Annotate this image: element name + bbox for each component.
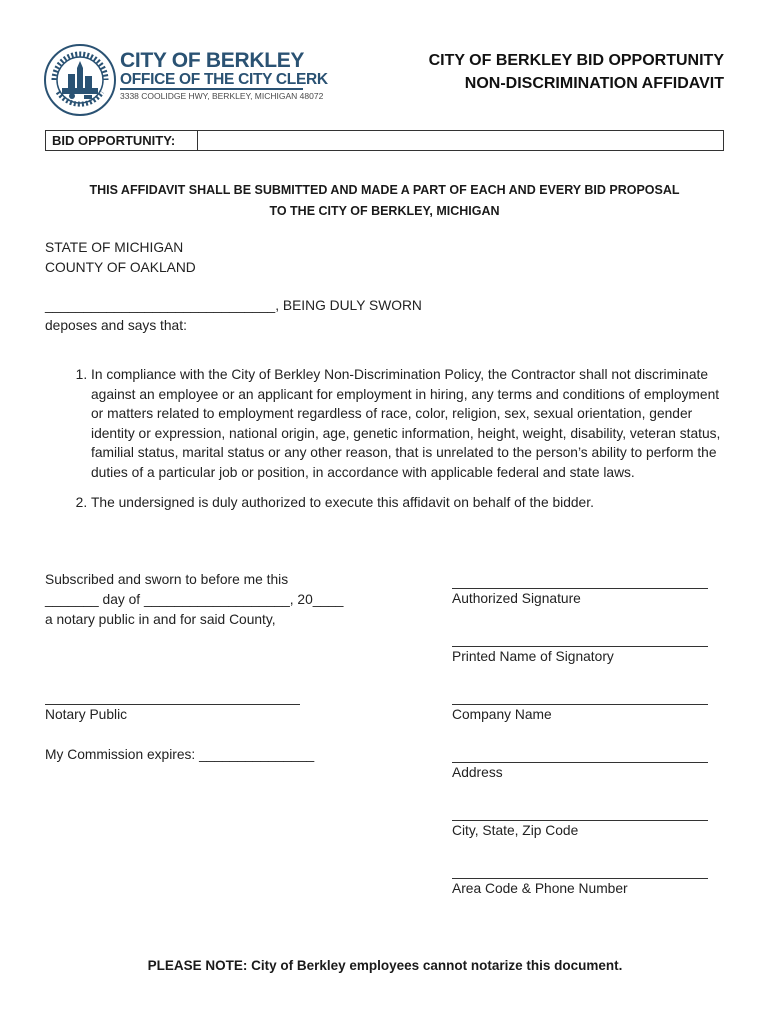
city-seal-icon	[44, 44, 116, 116]
title-line-2: NON-DISCRIMINATION AFFIDAVIT	[464, 75, 724, 92]
printed-name-line[interactable]	[452, 646, 708, 647]
phone-number-line[interactable]	[452, 878, 708, 879]
org-name: CITY OF BERKLEY	[120, 49, 305, 72]
commission-expires: My Commission expires: _______________	[45, 747, 315, 762]
company-name-label: Company Name	[452, 707, 552, 722]
org-divider	[120, 88, 303, 90]
printed-name-label: Printed Name of Signatory	[452, 649, 614, 664]
notary-subscribed-line: Subscribed and sworn to before me this	[45, 572, 289, 587]
authorized-signature-line[interactable]	[452, 588, 708, 589]
address-label: Address	[452, 765, 503, 780]
term-item: 2. The undersigned is duly authorized to execute this affidavit on behalf of the bidder.	[91, 493, 735, 513]
venue-county: COUNTY OF OAKLAND	[45, 260, 196, 275]
authorized-signature-label: Authorized Signature	[452, 591, 581, 606]
term-item: 1. In compliance with the City of Berkley Non-Discrimination Policy, the Contractor shall not discriminate against an employee or an applicant for employment in hiring, any terms and conditions of employment or matters related to employment regardless of race, color, religion, sex, sexual orientation, gender identity or expression, national origin, age, genetic information, height, weight, disability, veteran status, familial status, marital status or any other reason, that is unrelated to the person’s ability to perform the duties of a particular job or position, in accordance with applicable federal and state laws.	[91, 365, 735, 482]
notary-date-line: _______ day of ___________________, 20____	[45, 592, 344, 607]
deposes-line: deposes and says that:	[45, 318, 187, 333]
org-office: OFFICE OF THE CITY CLERK	[120, 71, 328, 88]
company-name-line[interactable]	[452, 704, 708, 705]
notice-line-2: TO THE CITY OF BERKLEY, MICHIGAN	[269, 204, 500, 218]
bid-opportunity-field[interactable]	[198, 131, 723, 150]
footer-note: PLEASE NOTE: City of Berkley employees cannot notarize this document.	[147, 958, 623, 973]
affidavit-terms	[45, 365, 735, 524]
submission-notice	[45, 180, 724, 222]
phone-number-label: Area Code & Phone Number	[452, 881, 628, 896]
notary-county-line: a notary public in and for said County,	[45, 612, 276, 627]
sworn-line: ______________________________, BEING DULY SWORN	[45, 298, 422, 313]
document-title	[429, 49, 724, 95]
notice-line-1: THIS AFFIDAVIT SHALL BE SUBMITTED AND MADE A PART OF EACH AND EVERY BID PROPOSAL	[89, 183, 680, 197]
address-line[interactable]	[452, 762, 708, 763]
org-address: 3338 COOLIDGE HWY, BERKLEY, MICHIGAN 48072	[120, 91, 324, 101]
city-state-zip-label: City, State, Zip Code	[452, 823, 579, 838]
title-line-1: CITY OF BERKLEY BID OPPORTUNITY	[428, 52, 724, 69]
venue-state: STATE OF MICHIGAN	[45, 240, 184, 255]
notary-signature-line[interactable]	[45, 704, 300, 705]
bid-opportunity-box	[45, 130, 724, 151]
bid-opportunity-label: BID OPPORTUNITY:	[46, 131, 198, 150]
city-state-zip-line[interactable]	[452, 820, 708, 821]
notary-public-label: Notary Public	[45, 707, 128, 722]
